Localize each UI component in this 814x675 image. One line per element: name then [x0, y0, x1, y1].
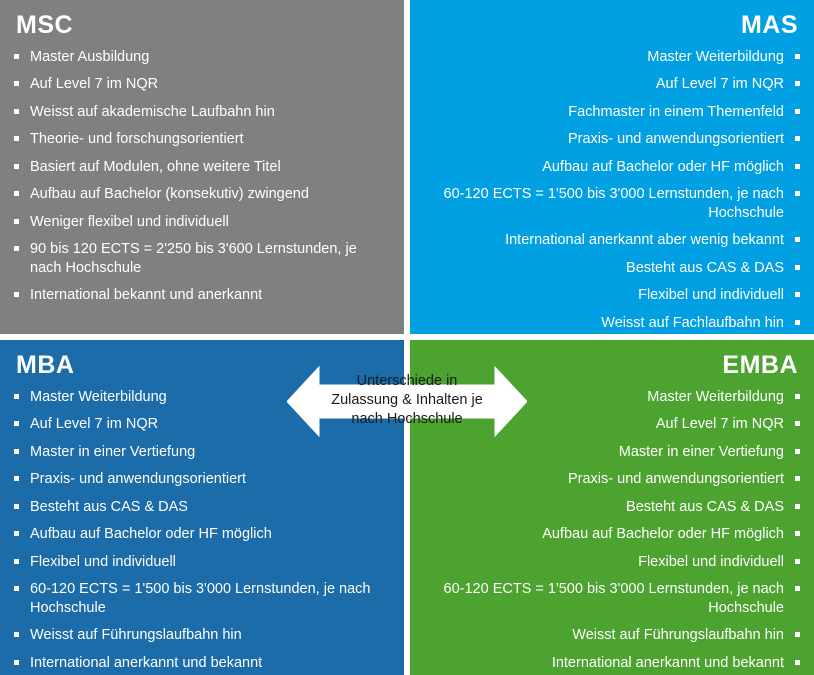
bullet-square-icon — [14, 421, 19, 426]
list-item — [14, 654, 390, 673]
list-item — [14, 553, 390, 572]
list-item — [424, 231, 800, 250]
bullet-square-icon — [795, 476, 800, 481]
list-item — [14, 498, 390, 517]
list-item — [14, 525, 390, 544]
bullet-square-icon — [795, 136, 800, 141]
bullet-square-icon — [14, 476, 19, 481]
list-item — [424, 525, 800, 544]
bullet-square-icon — [795, 449, 800, 454]
list-item-label: Besteht aus CAS & DAS — [626, 259, 784, 276]
bullet-square-icon — [14, 449, 19, 454]
list-item-label: Flexibel und individuell — [638, 287, 784, 304]
bullet-square-icon — [14, 559, 19, 564]
quadrant-mas — [410, 0, 814, 334]
list-item-label: Weisst auf akademische Laufbahn hin — [30, 103, 275, 120]
list-item-label: Flexibel und individuell — [30, 553, 176, 570]
list-item-label: Praxis- und anwendungsorientiert — [30, 471, 247, 488]
list-item — [14, 103, 390, 122]
list-item-label: Besteht aus CAS & DAS — [626, 498, 784, 515]
list-item-label: Basiert auf Modulen, ohne weitere Titel — [30, 158, 281, 175]
list-item — [424, 286, 800, 305]
center-arrow-callout — [287, 355, 527, 448]
bullet-square-icon — [14, 504, 19, 509]
quadrant-msc-title: MSC — [16, 11, 74, 39]
list-item-label: Besteht aus CAS & DAS — [30, 498, 188, 515]
list-item — [424, 75, 800, 94]
list-item — [14, 213, 390, 232]
list-item — [424, 259, 800, 278]
bullet-square-icon — [795, 292, 800, 297]
list-item-label: Master in einer Vertiefung — [618, 443, 784, 460]
list-item — [14, 48, 390, 67]
list-item — [14, 75, 390, 94]
list-item — [14, 580, 390, 617]
list-item — [424, 498, 800, 517]
list-item — [14, 185, 390, 204]
bullet-square-icon — [795, 660, 800, 665]
list-item-label: Master Weiterbildung — [30, 388, 167, 405]
bullet-square-icon — [795, 504, 800, 509]
list-item — [424, 130, 800, 149]
bullet-square-icon — [795, 164, 800, 169]
list-item — [424, 158, 800, 177]
list-item-label: International anerkannt und bekannt — [30, 654, 263, 671]
center-arrow-line-3: nach Hochschule — [351, 411, 463, 428]
list-item-label: Praxis- und anwendungsorientiert — [567, 471, 784, 488]
center-arrow-text — [323, 372, 491, 429]
list-item-label: Theorie- und forschungsorientiert — [30, 131, 244, 148]
list-item-label: Praxis- und anwendungsorientiert — [567, 131, 784, 148]
list-item — [14, 130, 390, 149]
list-item-label: International anerkannt und bekannt — [551, 654, 784, 671]
quadrant-mas-title: MAS — [740, 11, 798, 39]
bullet-square-icon — [795, 421, 800, 426]
list-item-label: Weisst auf Fachlaufbahn hin — [601, 314, 784, 331]
list-item — [424, 185, 800, 222]
bullet-square-icon — [795, 265, 800, 270]
list-item-label: Weisst auf Führungslaufbahn hin — [572, 627, 784, 644]
list-item-label: Weisst auf Führungslaufbahn hin — [30, 627, 242, 644]
center-arrow-line-2: Zulassung & Inhalten je — [331, 392, 483, 409]
bullet-square-icon — [14, 394, 19, 399]
bullet-square-icon — [795, 81, 800, 86]
bullet-square-icon — [14, 632, 19, 637]
list-item-label: 60-120 ECTS = 1'500 bis 3'000 Lernstunden, je nach Hochschule — [443, 186, 784, 221]
list-item-label: Master Weiterbildung — [647, 48, 784, 65]
list-item — [424, 48, 800, 67]
list-item-label: 90 bis 120 ECTS = 2'250 bis 3'600 Lernstunden, je nach Hochschule — [30, 241, 357, 276]
list-item-label: Aufbau auf Bachelor (konsekutiv) zwingend — [30, 186, 309, 203]
list-item-label: 60-120 ECTS = 1'500 bis 3'000 Lernstunden, je nach Hochschule — [30, 581, 371, 616]
list-item-label: Weniger flexibel und individuell — [30, 213, 229, 230]
list-item-label: 60-120 ECTS = 1'500 bis 3'000 Lernstunden, je nach Hochschule — [443, 581, 784, 616]
bullet-square-icon — [795, 632, 800, 637]
bullet-square-icon — [795, 394, 800, 399]
list-item-label: Master Weiterbildung — [647, 388, 784, 405]
list-item — [14, 470, 390, 489]
bullet-square-icon — [14, 246, 19, 251]
bullet-square-icon — [14, 136, 19, 141]
list-item — [14, 240, 390, 277]
list-item-label: Fachmaster in einem Themenfeld — [568, 103, 784, 120]
bullet-square-icon — [14, 660, 19, 665]
bullet-square-icon — [795, 320, 800, 325]
list-item-label: International bekannt und anerkannt — [30, 287, 263, 304]
center-arrow-line-1: Unterschiede in — [356, 373, 458, 389]
quadrant-msc-list — [14, 48, 390, 305]
list-item — [424, 103, 800, 122]
list-item-label: Flexibel und individuell — [638, 553, 784, 570]
list-item — [424, 314, 800, 333]
bullet-square-icon — [795, 54, 800, 59]
bullet-square-icon — [795, 191, 800, 196]
list-item — [424, 470, 800, 489]
list-item-label: Aufbau auf Bachelor oder HF möglich — [30, 526, 272, 543]
list-item-label: Aufbau auf Bachelor oder HF möglich — [542, 526, 784, 543]
bullet-square-icon — [795, 237, 800, 242]
list-item — [424, 553, 800, 572]
list-item-label: Auf Level 7 im NQR — [30, 416, 159, 433]
bullet-square-icon — [14, 81, 19, 86]
list-item-label: Auf Level 7 im NQR — [655, 416, 784, 433]
list-item-label: International anerkannt aber wenig bekannt — [505, 232, 784, 249]
list-item-label: Aufbau auf Bachelor oder HF möglich — [542, 158, 784, 175]
list-item — [14, 626, 390, 645]
list-item — [424, 654, 800, 673]
bullet-square-icon — [795, 109, 800, 114]
quadrant-msc — [0, 0, 404, 334]
list-item — [14, 286, 390, 305]
list-item-label: Auf Level 7 im NQR — [655, 76, 784, 93]
bullet-square-icon — [795, 586, 800, 591]
bullet-square-icon — [14, 54, 19, 59]
bullet-square-icon — [14, 191, 19, 196]
bullet-square-icon — [795, 559, 800, 564]
bullet-square-icon — [14, 292, 19, 297]
list-item — [424, 626, 800, 645]
quadrant-mas-list — [424, 48, 800, 333]
list-item — [424, 580, 800, 617]
bullet-square-icon — [14, 164, 19, 169]
list-item — [14, 158, 390, 177]
list-item-label: Master in einer Vertiefung — [30, 443, 196, 460]
bullet-square-icon — [14, 586, 19, 591]
bullet-square-icon — [14, 531, 19, 536]
bullet-square-icon — [795, 531, 800, 536]
bullet-square-icon — [14, 219, 19, 224]
quadrant-emba-title: EMBA — [722, 351, 798, 379]
list-item-label: Auf Level 7 im NQR — [30, 76, 159, 93]
bullet-square-icon — [14, 109, 19, 114]
quadrant-mba-title: MBA — [16, 351, 75, 379]
list-item-label: Master Ausbildung — [30, 48, 150, 65]
